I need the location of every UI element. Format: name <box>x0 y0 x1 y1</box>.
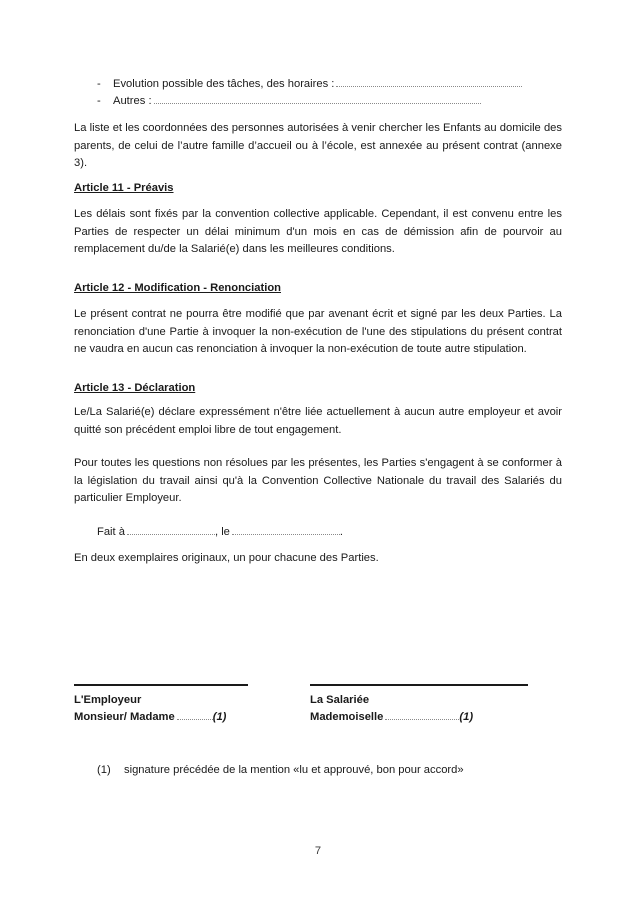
employee-name-label: Mademoiselle <box>310 711 384 723</box>
employer-signature-line[interactable] <box>74 684 248 686</box>
page-number: 7 <box>314 845 322 857</box>
employee-name-dotted-field[interactable] <box>385 710 459 720</box>
intro-paragraph-block <box>74 120 562 173</box>
employee-role-label: La Salariée <box>310 694 370 706</box>
article-11-body-block <box>74 206 562 259</box>
fait-a-separator: , le <box>214 526 230 538</box>
employer-footnote-ref: (1) <box>212 711 227 723</box>
signature-column-employee <box>310 684 562 726</box>
fait-a-label: Fait à <box>97 526 125 538</box>
article-12-heading: Article 12 - Modification - Renonciation <box>74 282 281 294</box>
place-dotted-field[interactable] <box>127 525 215 535</box>
article-11-body: Les délais sont fixés par la convention collective applicable. Cependant, il est convenu entre les Parties de respecter un délai minimum d'un mois en cas de démission afin de pourvoir au remplacement du/de la Salarié(e) dans les meilleures conditions. <box>74 208 562 255</box>
copies-statement: En deux exemplaires originaux, un pour chacune des Parties. <box>74 552 379 564</box>
article-11-heading-block <box>74 178 562 196</box>
article-13-body: Le/La Salarié(e) déclare expressément n'être liée actuellement à aucun autre employeur et avoir quitté son précédent emploi libre de tout engagement. <box>74 406 562 436</box>
article-12-heading-block <box>74 278 562 296</box>
article-13-heading-block <box>74 378 562 396</box>
employer-name-label: Monsieur/ Madame <box>74 711 175 723</box>
fait-a-period: . <box>339 526 344 538</box>
date-dotted-field[interactable] <box>232 525 340 535</box>
copies-statement-block <box>74 550 562 568</box>
footnote <box>97 762 464 779</box>
article-12-body: Le présent contrat ne pourra être modifié que par avenant écrit et signé par les deux Parties. La renonciation d'une Partie à invoquer la non-exécution de l'une des stipulations du présent contrat ne vaudra en aucun cas renonciation à invoquer la non-exécution de toute autre stipulation. <box>74 308 562 355</box>
dotted-leader-fill <box>336 77 522 87</box>
list-item <box>74 76 562 93</box>
conditions-bullet-list <box>74 76 562 110</box>
footnote-text: signature précédée de la mention «lu et approuvé, bon pour accord» <box>124 764 464 776</box>
dotted-leader-fill <box>154 94 481 104</box>
employer-name-row <box>74 709 304 726</box>
employee-footnote-ref: (1) <box>459 711 474 723</box>
employer-role-label: L'Employeur <box>74 694 142 706</box>
footnote-number: (1) <box>97 764 111 776</box>
signature-column-employer <box>74 684 304 726</box>
bullet-label: Autres : <box>113 95 152 107</box>
article-12-body-block <box>74 306 562 359</box>
article-13-body-block <box>74 404 562 439</box>
employer-name-dotted-field[interactable] <box>177 710 213 720</box>
article-13-body2-block <box>74 455 562 508</box>
article-13-body-secondary: Pour toutes les questions non résolues par les présentes, les Parties s'engagent à se conformer à la législation du travail ainsi qu'à la Convention Collective Nationale du travail des Salariés du particulier Employeur. <box>74 457 562 504</box>
article-11-heading: Article 11 - Préavis <box>74 182 174 194</box>
employee-name-row <box>310 709 562 726</box>
fait-a-line <box>97 524 343 541</box>
list-item <box>74 93 562 110</box>
bullet-marker: - <box>97 95 101 107</box>
intro-paragraph: La liste et les coordonnées des personnes autorisées à venir chercher les Enfants au domicile des parents, de celui de l’autre famille d’accueil ou à l’école, est annexée au présent contrat (annexe 3). <box>74 122 562 169</box>
bullet-label: Evolution possible des tâches, des horaires : <box>113 78 335 90</box>
employee-signature-line[interactable] <box>310 684 528 686</box>
bullet-marker: - <box>97 78 101 90</box>
article-13-heading: Article 13 - Déclaration <box>74 382 196 394</box>
